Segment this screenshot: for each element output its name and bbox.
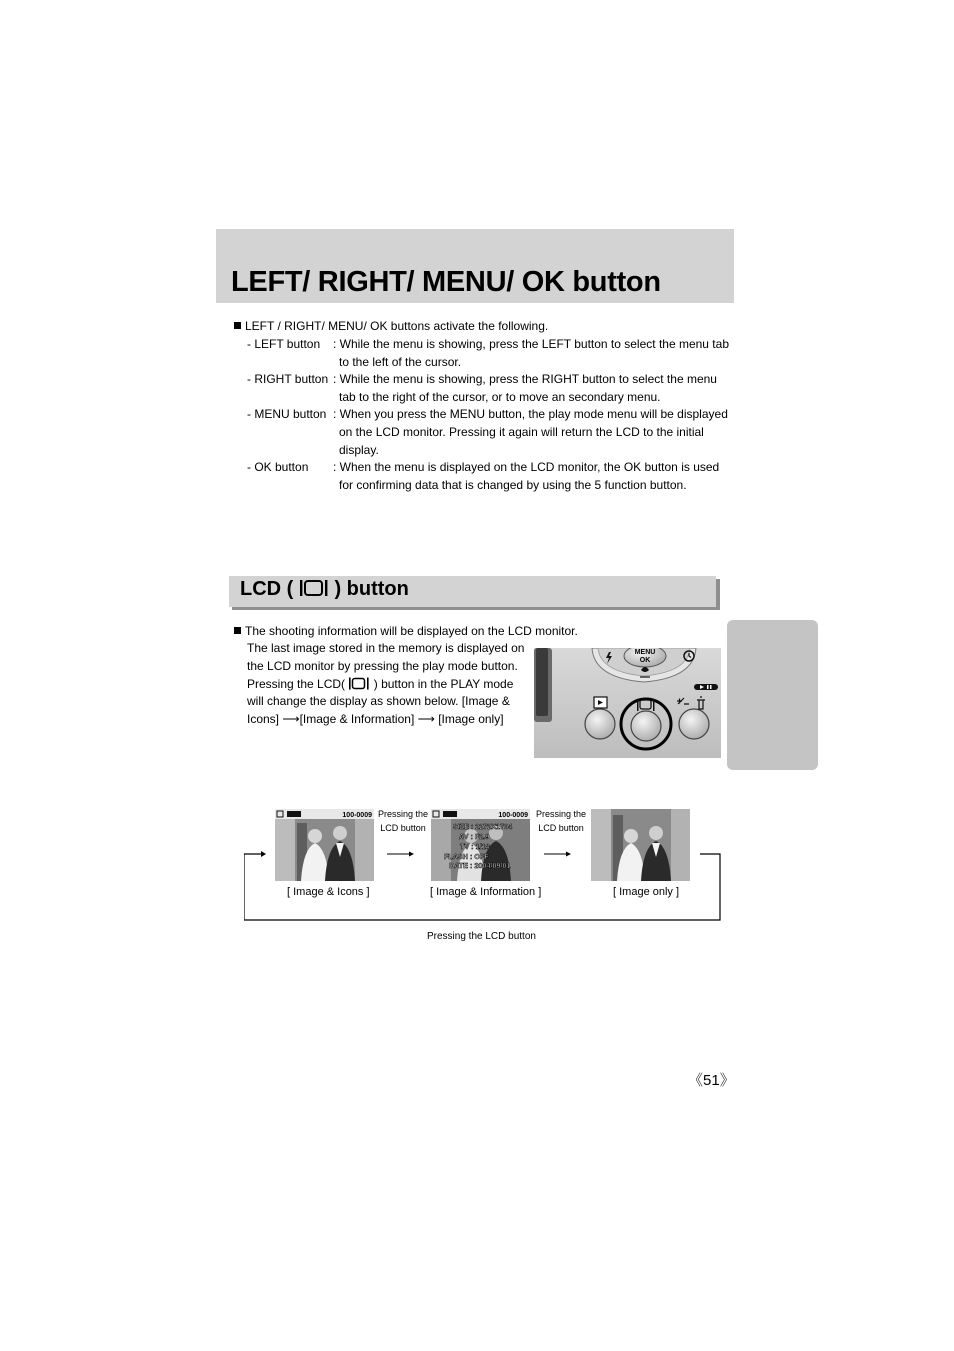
- lcd-body-fragment-a: Pressing the LCD(: [247, 677, 346, 691]
- lcd-body-line-2: the LCD monitor by pressing the play mode button.: [247, 659, 518, 673]
- item-menu-desc-1: : When you press the MENU button, the play mode menu will be displayed: [333, 407, 728, 421]
- file-number-text: 100-0009: [498, 812, 528, 819]
- lcd-body-fragment-e: [Image only]: [438, 712, 504, 726]
- side-tab: [727, 620, 818, 770]
- lcd-body-fragment-b: ) button in the PLAY mode: [373, 677, 514, 691]
- page-number: [688, 1069, 735, 1090]
- press-label-1: [373, 807, 433, 835]
- item-right-desc-2: tab to the right of the cursor, or to move an secondary menu.: [339, 390, 661, 404]
- bottom-flow-label: Pressing the LCD button: [427, 931, 536, 942]
- bullet-square: [234, 322, 241, 329]
- lcd-body-line-4: will change the display as shown below. [Image &: [247, 694, 510, 708]
- lcd-body-line-1: The last image stored in the memory is displayed on: [247, 641, 525, 655]
- intro-text: LEFT / RIGHT/ MENU/ OK buttons activate the following.: [245, 319, 549, 333]
- caption-image-information: [ Image & Information ]: [430, 886, 542, 898]
- intro-line: [234, 318, 548, 336]
- double-angle-left-icon: 《: [688, 1072, 704, 1089]
- lcd-body-fragment-c: Icons]: [247, 712, 280, 726]
- caption-image-only: [ Image only ]: [613, 886, 680, 898]
- lcd-icon: [299, 579, 329, 597]
- item-right-label: - RIGHT button: [247, 372, 329, 386]
- item-ok-desc-2: for confirming data that is changed by using the 5 function button.: [339, 478, 687, 492]
- info-flash-text: FLASH : OFF: [444, 852, 489, 861]
- press-label-2: [531, 807, 591, 835]
- page-number-value: 51: [703, 1072, 720, 1089]
- ok-label: OK: [639, 657, 651, 664]
- info-size-text: SIZE : 2272X1704: [453, 822, 513, 831]
- lcd-title-suffix: ) button: [334, 578, 409, 600]
- bullet-square: [234, 627, 241, 634]
- item-right-desc-1: : While the menu is showing, press the RIGHT button to select the menu: [333, 372, 717, 386]
- item-menu-label: - MENU button: [247, 407, 327, 421]
- item-left-label: - LEFT button: [247, 337, 321, 351]
- lcd-body-line-3: [247, 676, 513, 694]
- item-ok-desc-1: : When the menu is displayed on the LCD monitor, the OK button is used: [333, 460, 720, 474]
- arrow-right-icon: ⟶: [417, 712, 435, 726]
- lcd-body-line-5: [247, 711, 504, 729]
- press-label-2-line-1: Pressing the: [535, 809, 587, 819]
- lcd-title-prefix: LCD (: [240, 578, 294, 600]
- info-tv-text: TV : 1/18: [460, 842, 490, 851]
- item-left-desc-1: : While the menu is showing, press the LEFT button to select the menu tab: [333, 337, 729, 351]
- info-av-text: AV : F2.9: [459, 832, 490, 841]
- lcd-section-title: [240, 578, 409, 601]
- item-menu-desc-2: on the LCD monitor. Pressing it again will return the LCD to the initial: [339, 425, 704, 439]
- caption-image-icons: [ Image & Icons ]: [287, 886, 370, 898]
- lcd-icon-inline: [348, 677, 370, 690]
- double-angle-right-icon: 》: [719, 1072, 735, 1089]
- press-label-2-line-2: LCD button: [538, 823, 584, 833]
- page-title: LEFT/ RIGHT/ MENU/ OK button: [231, 266, 661, 298]
- item-menu-desc-3: display.: [339, 443, 379, 457]
- lcd-intro-text: The shooting information will be displayed on the LCD monitor.: [245, 624, 578, 638]
- thumbnail-image-only: [591, 809, 690, 881]
- lcd-body-fragment-d: [Image & Information]: [299, 712, 415, 726]
- lcd-intro-line: [234, 623, 578, 641]
- thumbnail-image-information: [431, 809, 530, 881]
- camera-back-illustration: [534, 648, 721, 758]
- arrow-right-icon: ⟶: [282, 712, 300, 726]
- press-label-1-line-2: LCD button: [380, 823, 426, 833]
- info-date-text: DATE : 2004/09/01: [449, 861, 511, 870]
- file-number-text: 100-0009: [342, 812, 372, 819]
- press-label-1-line-1: Pressing the: [377, 809, 429, 819]
- menu-label: MENU: [634, 649, 656, 656]
- thumbnail-image-icons: [275, 809, 374, 881]
- item-ok-label: - OK button: [247, 460, 309, 474]
- item-left-desc-2: to the left of the cursor.: [339, 355, 462, 369]
